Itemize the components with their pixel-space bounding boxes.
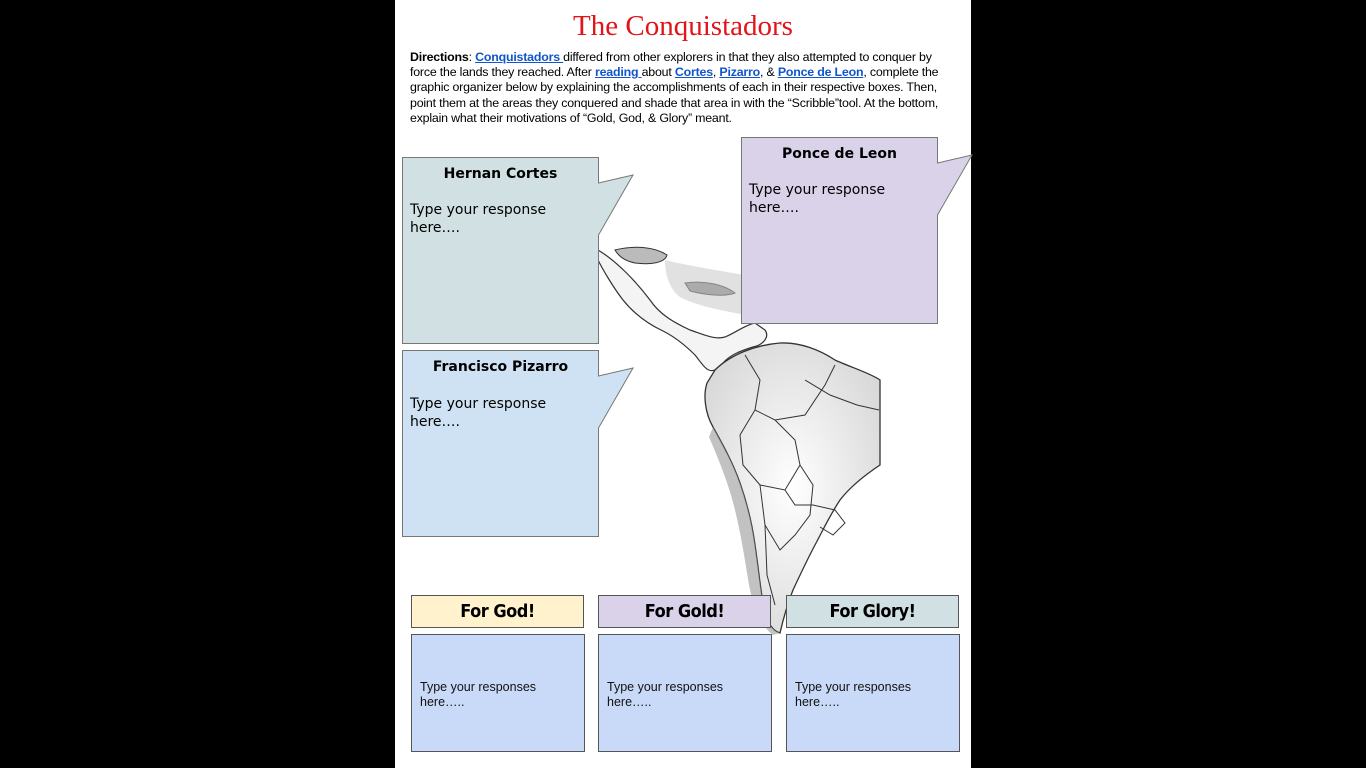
link-pizarro[interactable]: Pizarro: [719, 65, 761, 80]
ponce-title: Ponce de Leon: [782, 146, 897, 162]
page-title: The Conquistadors: [573, 10, 793, 42]
ponce-bubble-shape: [741, 137, 973, 327]
link-reading[interactable]: reading: [594, 65, 642, 80]
cortes-bubble-shape: [402, 157, 642, 347]
cortes-title: Hernan Cortes: [443, 166, 558, 182]
link-cortes[interactable]: Cortes: [674, 65, 713, 80]
directions-colon: :: [468, 50, 476, 64]
cortes-response-field[interactable]: Type your response here….: [410, 202, 547, 236]
directions-text-2: about: [641, 65, 675, 80]
pizarro-bubble-shape: [402, 350, 642, 540]
for-gold-response-field[interactable]: Type your responses here…..: [598, 634, 772, 752]
link-conquistadors[interactable]: Conquistadors: [475, 50, 564, 64]
directions-paragraph: [410, 50, 955, 126]
directions-text-3: , complete the graphic organizer below by explaining the accomplishments of each in their respective boxes. Then, point them at the areas they conquered and shade that area in with the “Scribble”tool. At the bottom, explain what their motivations of “Gold, God, & Glory” meant.: [410, 65, 939, 125]
directions-label: Directions: [410, 50, 469, 64]
worksheet-slide: [395, 0, 971, 768]
directions-sep-1: ,: [712, 65, 720, 80]
directions-text-1: differed from other explorers in that they also attempted to conquer by force the lands they reached. After: [410, 50, 932, 80]
pizarro-response-field[interactable]: Type your response here….: [410, 396, 547, 430]
for-glory-header: For Glory!: [786, 595, 959, 628]
ponce-response-field[interactable]: Type your response here….: [749, 182, 886, 216]
for-glory-response-field[interactable]: Type your responses here…..: [786, 634, 960, 752]
for-god-response-field[interactable]: Type your responses here…..: [411, 634, 585, 752]
pizarro-title: Francisco Pizarro: [432, 359, 569, 375]
for-god-header: For God!: [411, 595, 584, 628]
for-gold-header: For Gold!: [598, 595, 771, 628]
directions-sep-2: , &: [760, 65, 778, 80]
link-ponce-de-leon[interactable]: Ponce de Leon: [777, 65, 864, 80]
